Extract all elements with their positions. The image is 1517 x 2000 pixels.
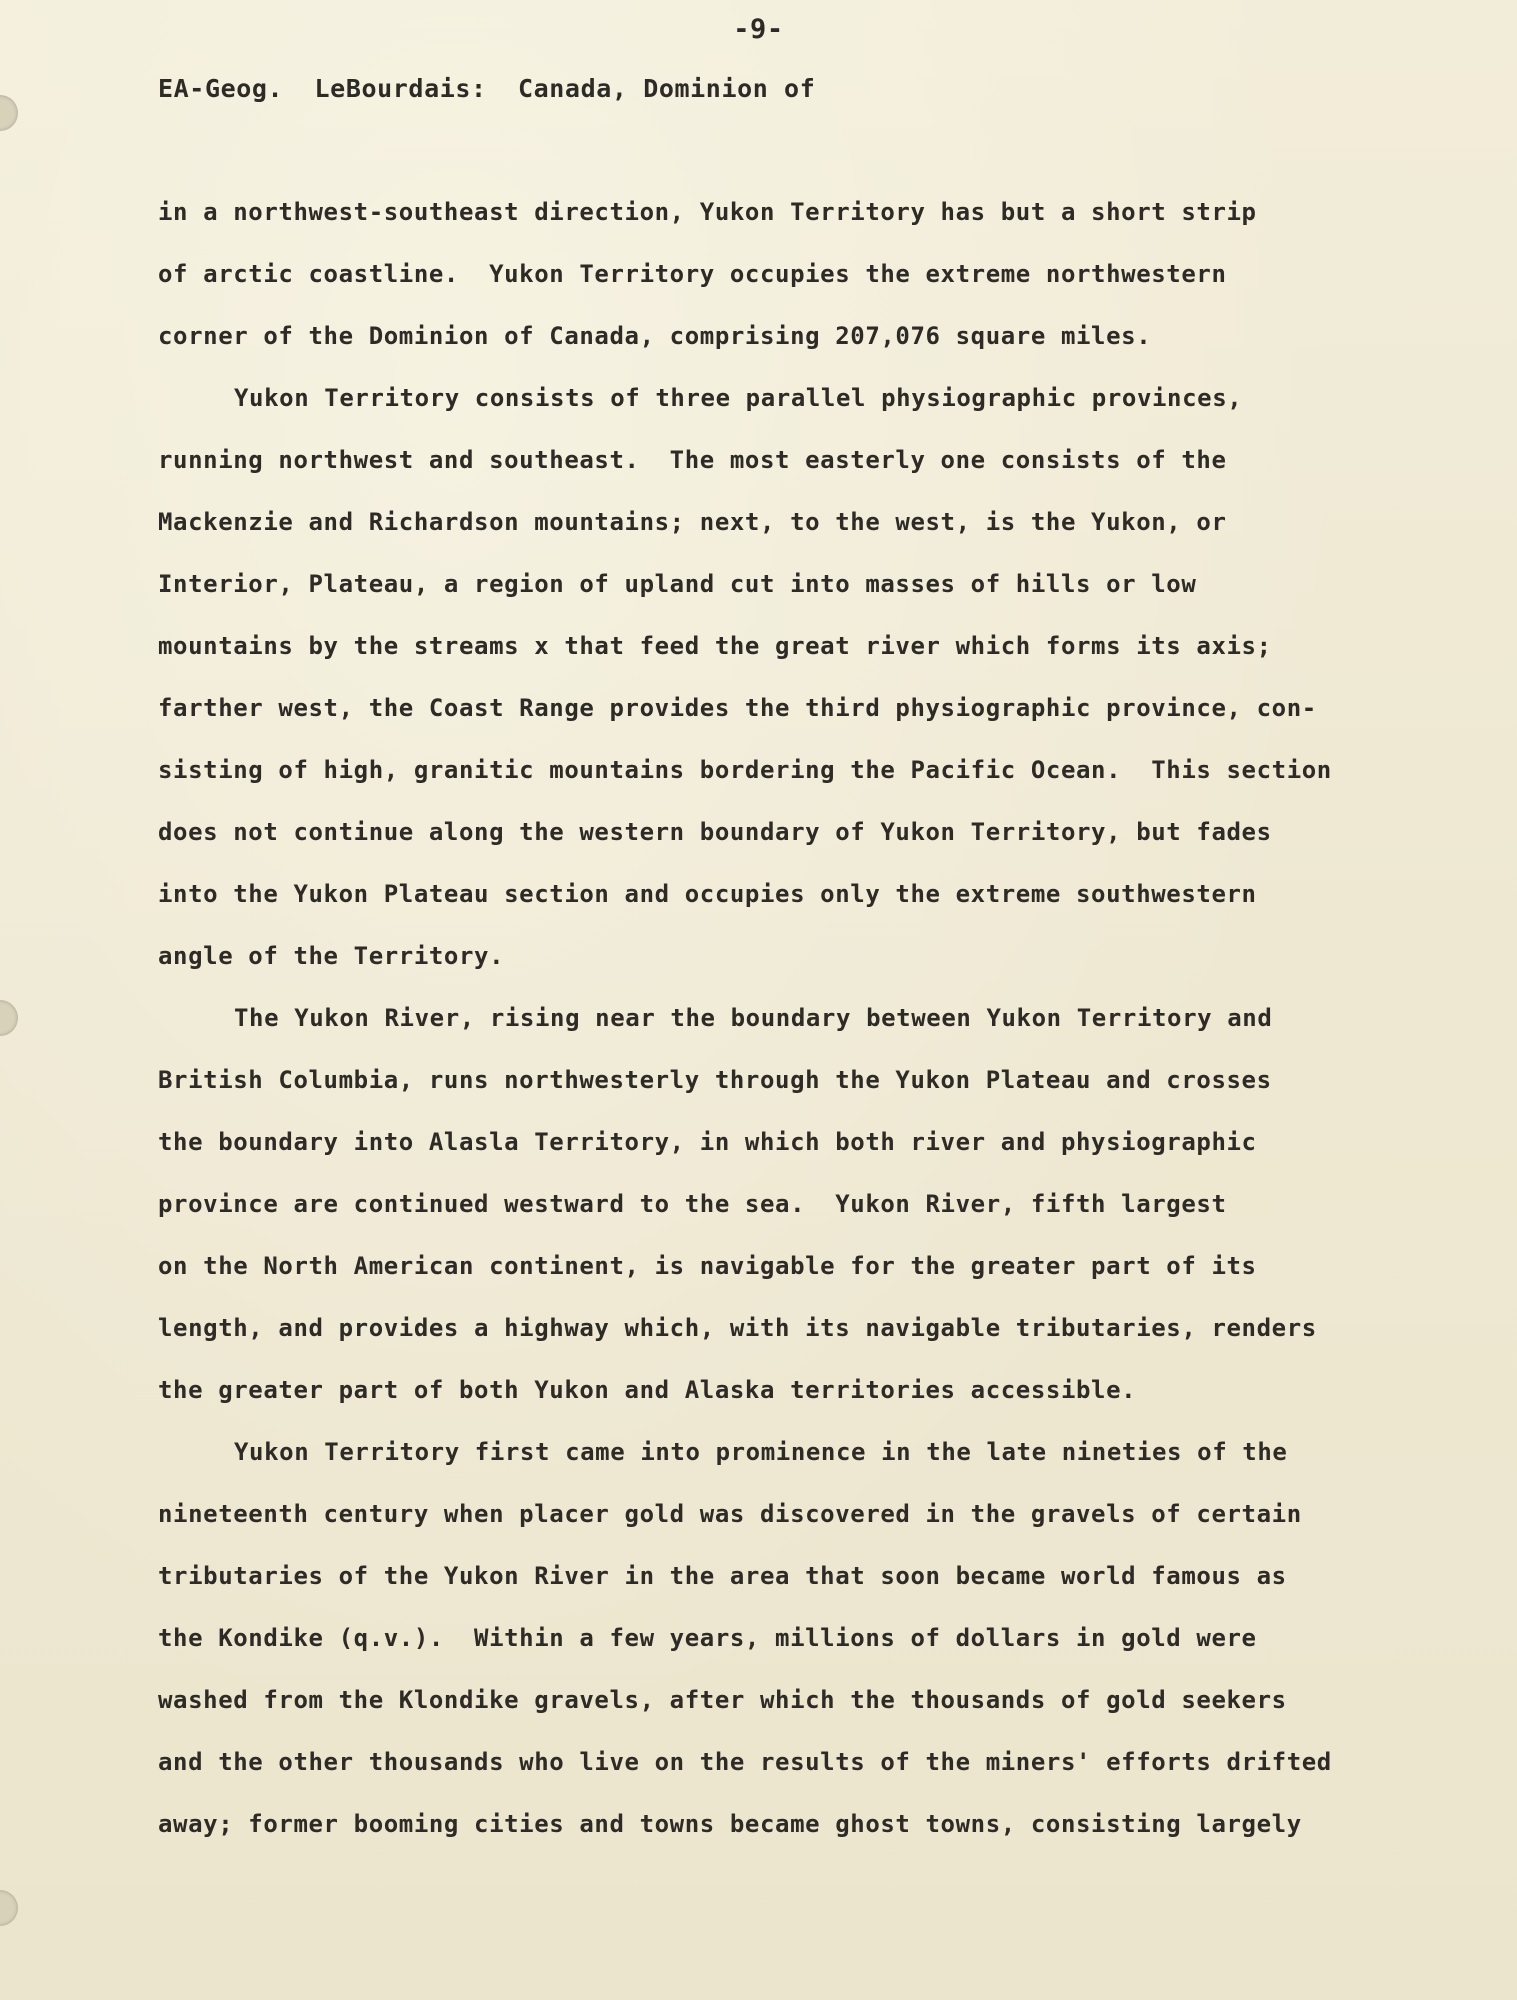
running-head: EA-Geog. LeBourdais: Canada, Dominion of [158, 74, 816, 103]
text-line: of arctic coastline. Yukon Territory occupies the extreme northwestern [158, 260, 1227, 288]
paragraph-start-line: The Yukon River, rising near the boundary between Yukon Territory and [234, 1004, 1273, 1032]
text-line: Interior, Plateau, a region of upland cut into masses of hills or low [158, 570, 1197, 598]
text-line: Mackenzie and Richardson mountains; next, to the west, is the Yukon, or [158, 508, 1227, 536]
text-line: the boundary into Alasla Territory, in which both river and physiographic [158, 1128, 1257, 1156]
text-line: province are continued westward to the sea. Yukon River, fifth largest [158, 1190, 1227, 1218]
text-line: farther west, the Coast Range provides the third physiographic province, con- [158, 694, 1317, 722]
punch-hole-middle [0, 1000, 18, 1036]
paragraph-start-line: Yukon Territory consists of three parallel physiographic provinces, [234, 384, 1243, 412]
text-line: running northwest and southeast. The most easterly one consists of the [158, 446, 1227, 474]
text-line: in a northwest-southeast direction, Yukon Territory has but a short strip [158, 198, 1257, 226]
text-line: on the North American continent, is navigable for the greater part of its [158, 1252, 1257, 1280]
page-number: -9- [733, 14, 784, 45]
text-line: does not continue along the western boundary of Yukon Territory, but fades [158, 818, 1272, 846]
text-line: British Columbia, runs northwesterly through the Yukon Plateau and crosses [158, 1066, 1272, 1094]
text-line: angle of the Territory. [158, 942, 505, 970]
text-line: the greater part of both Yukon and Alaska territories accessible. [158, 1376, 1137, 1404]
text-line: into the Yukon Plateau section and occupies only the extreme southwestern [158, 880, 1257, 908]
paragraph-start-line: Yukon Territory first came into prominence in the late nineties of the [234, 1438, 1288, 1466]
text-line: tributaries of the Yukon River in the area that soon became world famous as [158, 1562, 1287, 1590]
text-line: washed from the Klondike gravels, after which the thousands of gold seekers [158, 1686, 1287, 1714]
punch-hole-top [0, 95, 18, 131]
text-line: corner of the Dominion of Canada, comprising 207,076 square miles. [158, 322, 1152, 350]
text-line: and the other thousands who live on the results of the miners' efforts drifted [158, 1748, 1332, 1776]
text-line: mountains by the streams x that feed the great river which forms its axis; [158, 632, 1272, 660]
text-line: sisting of high, granitic mountains bordering the Pacific Ocean. This section [158, 756, 1332, 784]
text-line: the Kondike (q.v.). Within a few years, millions of dollars in gold were [158, 1624, 1257, 1652]
punch-hole-bottom [0, 1890, 18, 1926]
text-line: length, and provides a highway which, with its navigable tributaries, renders [158, 1314, 1317, 1342]
text-line: away; former booming cities and towns became ghost towns, consisting largely [158, 1810, 1302, 1838]
body-text [158, 190, 1378, 1864]
text-line: nineteenth century when placer gold was discovered in the gravels of certain [158, 1500, 1302, 1528]
